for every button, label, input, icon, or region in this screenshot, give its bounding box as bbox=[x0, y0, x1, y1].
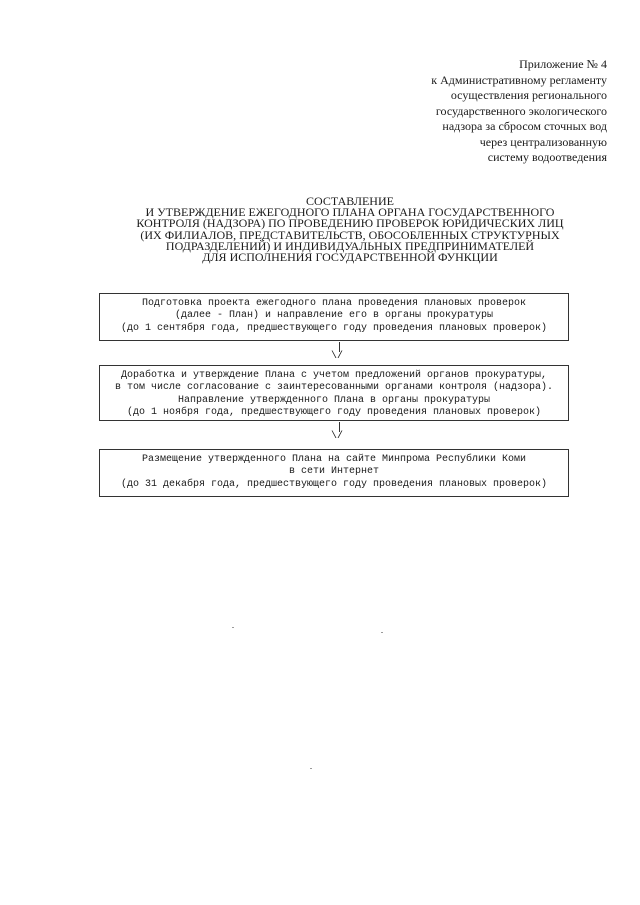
flow-step-line: (далее - План) и направление его в органы прокуратуры bbox=[174, 310, 494, 322]
flow-step-line: в том числе согласование с заинтересованными органами контроля (надзора). bbox=[114, 382, 554, 394]
annex-line: осуществления регионального bbox=[450, 88, 607, 102]
annex-line: государственного экологического bbox=[435, 103, 607, 118]
title-line: И УТВЕРЖДЕНИЕ ЕЖЕГОДНОГО ПЛАНА ОРГАНА ГОСУДАРСТВЕННОГО bbox=[145, 205, 555, 220]
annex-line: систему водоотведения bbox=[487, 150, 607, 164]
title-line: СОСТАВЛЕНИЕ bbox=[306, 194, 394, 208]
flow-step-2 bbox=[99, 365, 569, 421]
flow-step-line: Доработка и утверждение Плана с учетом предложений органов прокуратуры, bbox=[120, 370, 548, 381]
flow-step-line: в сети Интернет bbox=[288, 466, 379, 478]
flow-step-line: Направление утвержденного Плана в органы прокуратуры bbox=[177, 394, 491, 406]
flow-step-line: (до 1 ноября года, предшествующего году проведения плановых проверок) bbox=[126, 407, 542, 419]
flow-step-line: (до 31 декабря года, предшествующего году проведения плановых проверок) bbox=[120, 478, 548, 490]
annex-line: надзора за сбросом сточных вод bbox=[442, 119, 607, 133]
flow-step-line: Размещение утвержденного Плана на сайте Минпрома Республики Коми bbox=[141, 454, 527, 465]
scan-speck bbox=[381, 632, 383, 633]
annex-line: через централизованную bbox=[479, 134, 607, 149]
flow-arrow-1 bbox=[331, 342, 361, 364]
annex-header bbox=[327, 57, 607, 166]
flow-arrow-2 bbox=[331, 422, 361, 448]
annex-line: Приложение № 4 bbox=[519, 57, 607, 71]
flow-step-1 bbox=[99, 293, 569, 341]
annex-line: к Административному регламенту bbox=[431, 72, 607, 87]
title-line: (ИХ ФИЛИАЛОВ, ПРЕДСТАВИТЕЛЬСТВ, ОБОСОБЛЕННЫХ СТРУКТУРНЫХ bbox=[140, 227, 560, 242]
arrow-down-icon: \/ bbox=[331, 351, 344, 362]
flow-step-line: (до 1 сентября года, предшествующего году проведения плановых проверок) bbox=[120, 322, 548, 334]
title-line: ПОДРАЗДЕЛЕНИЙ) И ИНДИВИДУАЛЬНЫХ ПРЕДПРИНИМАТЕЛЕЙ bbox=[165, 238, 535, 253]
arrow-down-icon: \/ bbox=[331, 431, 344, 442]
title-line: ДЛЯ ИСПОЛНЕНИЯ ГОСУДАРСТВЕННОЙ ФУНКЦИИ bbox=[202, 250, 498, 265]
flow-step-line: Подготовка проекта ежегодного плана проведения плановых проверок bbox=[141, 298, 527, 309]
scan-speck bbox=[232, 627, 234, 628]
scan-speck bbox=[310, 768, 312, 769]
flow-step-3 bbox=[99, 449, 569, 497]
document-title bbox=[100, 196, 600, 263]
title-line: КОНТРОЛЯ (НАДЗОРА) ПО ПРОВЕДЕНИЮ ПРОВЕРОК ЮРИДИЧЕСКИХ ЛИЦ bbox=[136, 216, 564, 231]
